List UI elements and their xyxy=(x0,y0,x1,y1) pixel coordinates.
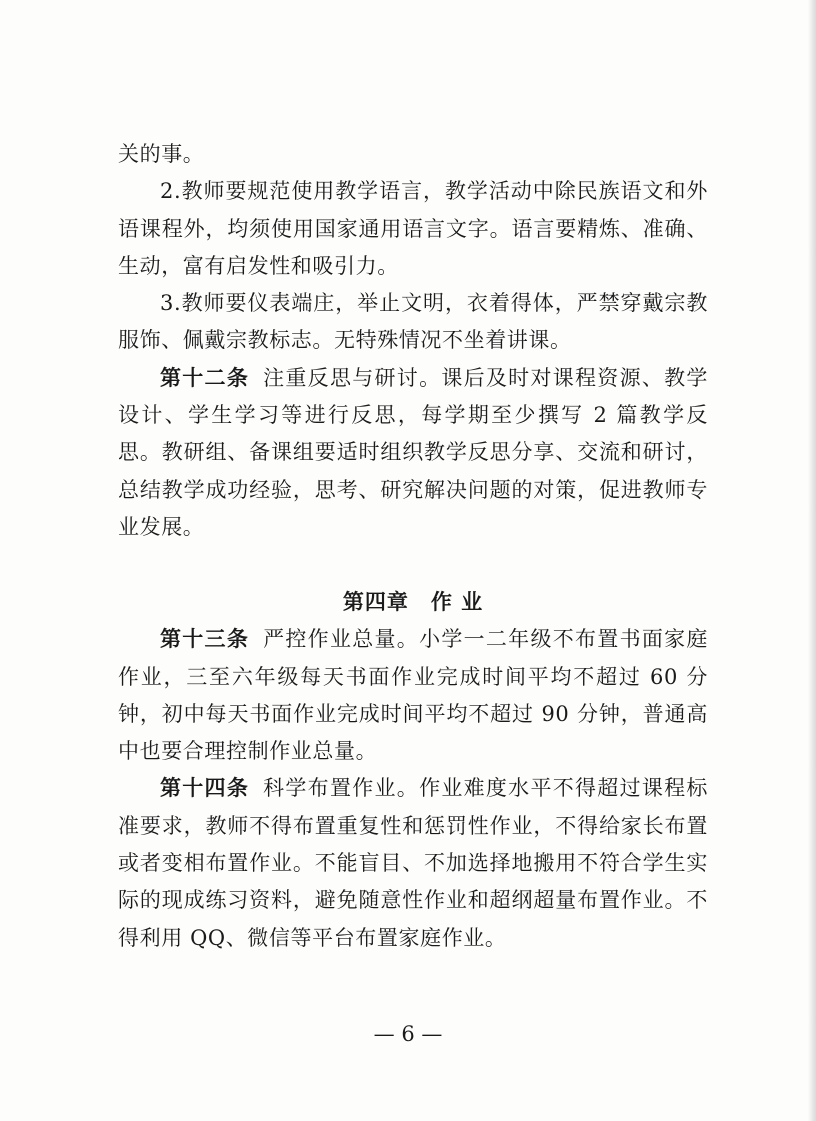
chapter-title: 第四章 作 业 xyxy=(342,590,484,615)
article-13-number: 第十三条 xyxy=(160,627,250,652)
article-14-text: 科学布置作业。作业难度水平不得超过课程标准要求，教师不得布置重复性和惩罚性作业，不得给家长布置或者变相布置作业。不能盲目、不加选择地搬用不符合学生实际的现成练习资料，避免随意性作业和超纲超量布置作业。不得利用 QQ、微信等平台布置家庭作业。 xyxy=(118,776,709,950)
article-14-number: 第十四条 xyxy=(160,776,250,801)
paragraph-item-2: 2.教师要规范使用教学语言，教学活动中除民族语文和外语课程外，均须使用国家通用语言文字。语言要精炼、准确、生动，富有启发性和吸引力。 xyxy=(118,179,708,278)
paragraph-item-3: 3.教师要仪表端庄，举止文明，衣着得体，严禁穿戴宗教服饰、佩戴宗教标志。无特殊情况不坐着讲课。 xyxy=(118,291,708,353)
paragraph-continuation: 关的事。 xyxy=(118,142,205,166)
page-number: — 6 — xyxy=(373,1022,443,1046)
article-12 xyxy=(118,360,708,546)
scan-edge xyxy=(808,0,816,1121)
article-13 xyxy=(118,621,708,770)
document-body xyxy=(118,136,708,957)
article-12-number: 第十二条 xyxy=(160,365,250,390)
article-12-text: 注重反思与研讨。课后及时对课程资源、教学设计、学生学习等进行反思，每学期至少撰写 2 篇教学反思。教研组、备课组要适时组织教学反思分享、交流和研讨，总结教学成功经验，思考、研究解决问题的对策，促进教师专业发展。 xyxy=(118,365,709,539)
article-14 xyxy=(118,770,708,956)
article-13-text: 严控作业总量。小学一二年级不布置书面家庭作业，三至六年级每天书面作业完成时间平均不超过 60 分钟，初中每天书面作业完成时间平均不超过 90 分钟，普通高中也要合理控制作业总量。 xyxy=(118,627,709,764)
